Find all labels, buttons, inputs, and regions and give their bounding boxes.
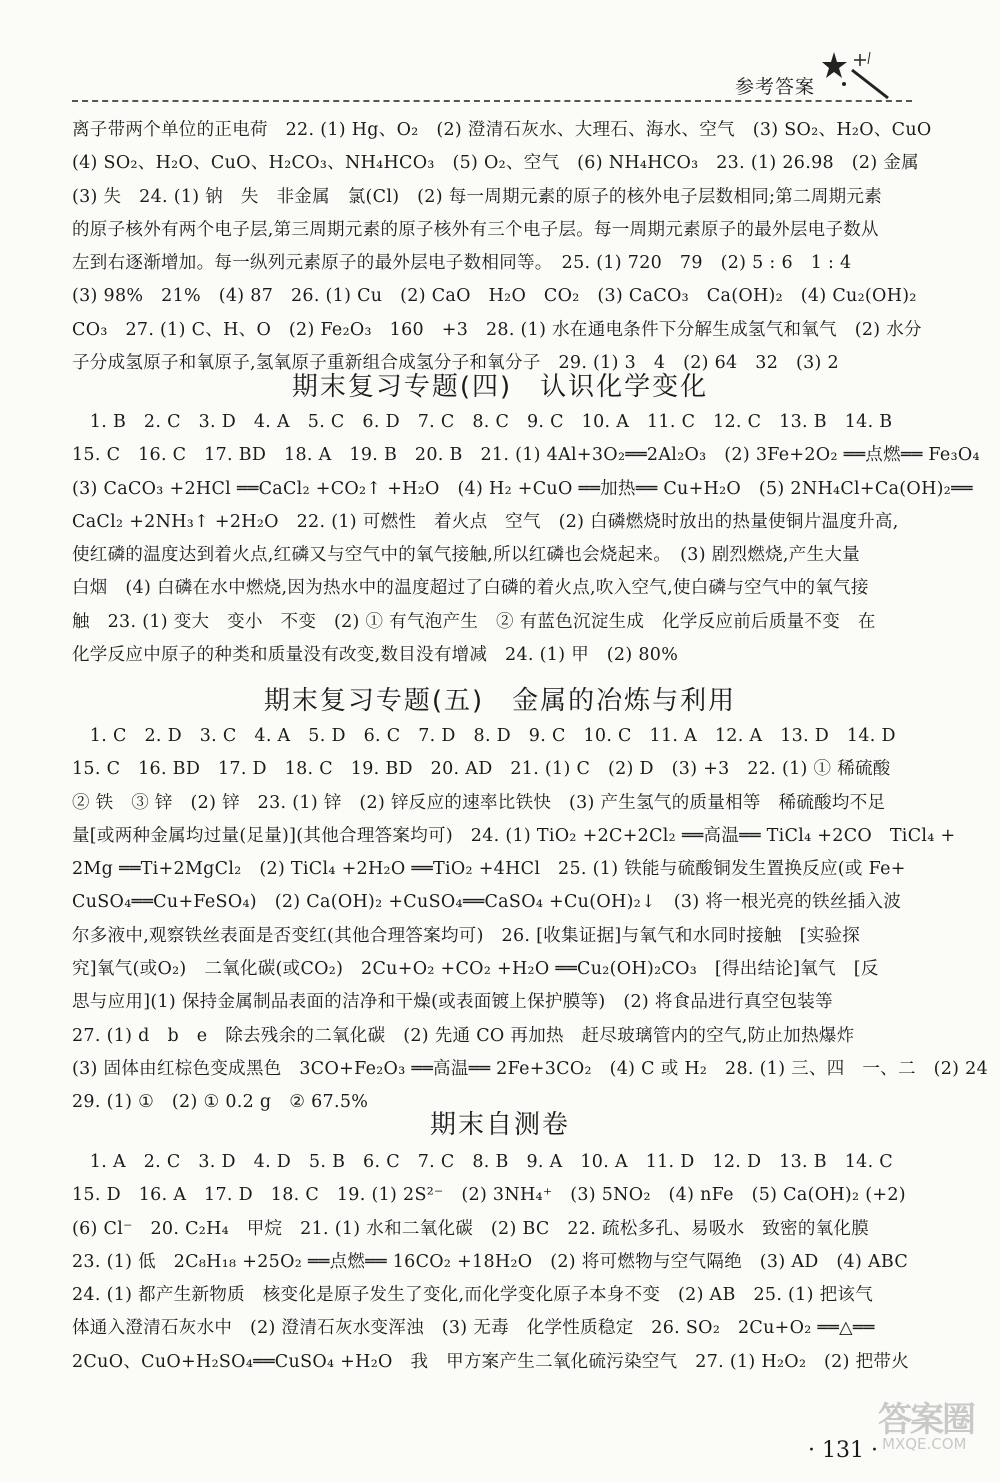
text-line: 究]氧气(或O₂) 二氧化碳(或CO₂) 2Cu+O₂ +CO₂ +H₂O ══Cu₂(OH)₂CO₃ [得出结论]氧气 [反: [72, 959, 879, 980]
text-line: (3) 失 24. (1) 钠 失 非金属 氯(Cl) (2) 每一周期元素的原子的核外电子层数相同;第二周期元素: [72, 186, 883, 207]
text-line: (3) 98% 21% (4) 87 26. (1) Cu (2) CaO H₂O CO₂ (3) CaCO₃ Ca(OH)₂ (4) Cu₂(OH)₂: [72, 286, 917, 307]
text-line: 量[或两种金属均过量(足量)](其他合理答案均可) 24. (1) TiO₂ +2C+2Cl₂ ══高温══ TiCl₄ +2CO TiCl₄ +: [72, 825, 956, 846]
text-line: (3) 固体由红棕色变成黑色 3CO+Fe₂O₃ ══高温══ 2Fe+3CO₂ (4) C 或 H₂ 28. (1) 三、四 一、二 (2) 24: [72, 1058, 989, 1079]
text-line: 15. C 16. BD 17. D 18. C 19. BD 20. AD 21. (1) C (2) D (3) +3 22. (1) ① 稀硫酸: [72, 759, 891, 780]
header-divider: [72, 100, 912, 102]
text-line: 1. B 2. C 3. D 4. A 5. C 6. D 7. C 8. C 9. C 10. A 11. C 12. C 13. B 14. B: [72, 412, 893, 432]
watermark-text: 答案圈: [878, 1400, 974, 1440]
text-line: 离子带两个单位的正电荷 22. (1) Hg、O₂ (2) 澄清石灰水、大理石、海水、空气 (3) SO₂、H₂O、CuO: [72, 120, 932, 140]
text-line: 29. (1) ① (2) ① 0.2 g ② 67.5%: [72, 1092, 369, 1113]
text-line: 1. C 2. D 3. C 4. A 5. D 6. C 7. D 8. D 9. C 10. C 11. A 12. A 13. D 14. D: [72, 726, 896, 746]
text-line: (6) Cl⁻ 20. C₂H₄ 甲烷 21. (1) 水和二氧化碳 (2) BC 22. 疏松多孔、易吸水 致密的氧化膜: [72, 1218, 870, 1239]
page-number: · 131 ·: [808, 1438, 878, 1463]
section-0-body: [72, 114, 932, 380]
section-2-body: [72, 720, 989, 1120]
text-line: 思与应用](1) 保持金属制品表面的洁净和干燥(或表面镀上保护膜等) (2) 将食品进行真空包装等: [72, 992, 833, 1013]
text-line: 的原子核外有两个电子层,第三周期元素的原子核外有三个电子层。每一周期元素原子的最外层电子数从: [72, 219, 879, 240]
text-line: 体通入澄清石灰水中 (2) 澄清石灰水变浑浊 (3) 无毒 化学性质稳定 26. SO₂ 2Cu+O₂ ══△══: [72, 1318, 875, 1339]
text-line: 子分成氢原子和氧原子,氢氧原子重新组合成氢分子和氧分子 29. (1) 3 4 (2) 64 32 (3) 2: [72, 353, 839, 374]
text-line: (4) SO₂、H₂O、CuO、H₂CO₃、NH₄HCO₃ (5) O₂、空气 (6) NH₄HCO₃ 23. (1) 26.98 (2) 金属: [72, 153, 919, 174]
watermark-logo: [878, 1392, 993, 1474]
header-title: 参考答案: [735, 76, 816, 98]
watermark-url: MXQE.COM: [882, 1435, 967, 1453]
text-line: 使红磷的温度达到着火点,红磷又与空气中的氧气接触,所以红磷也会烧起来。 (3) 剧烈燃烧,产生大量: [72, 545, 860, 566]
section-1-body: [72, 406, 980, 672]
text-line: 尔多液中,观察铁丝表面是否变红(其他合理答案均可) 26. [收集证据]与氧气和水同时接触 [实验探: [72, 925, 861, 946]
star-wand-icon: [822, 50, 892, 100]
text-line: 27. (1) d b e 除去残余的二氧化碳 (2) 先通 CO 再加热 赶尽玻璃管内的空气,防止加热爆炸: [72, 1025, 855, 1046]
text-line: 2CuO、CuO+H₂SO₄══CuSO₄ +H₂O 我 甲方案产生二氧化硫污染空气 27. (1) H₂O₂ (2) 把带火: [72, 1351, 910, 1372]
text-line: 白烟 (4) 白磷在水中燃烧,因为热水中的温度超过了白磷的着火点,吹入空气,使白磷与空气中的氧气接: [72, 578, 869, 599]
text-line: CaCl₂ +2NH₃↑ +2H₂O 22. (1) 可燃性 着火点 空气 (2) 白磷燃烧时放出的热量使铜片温度升高,: [72, 511, 899, 532]
text-line: 23. (1) 低 2C₈H₁₈ +25O₂ ══点燃══ 16CO₂ +18H₂O (2) 将可燃物与空气隔绝 (3) AD (4) ABC: [72, 1251, 909, 1272]
text-line: 2Mg ══Ti+2MgCl₂ (2) TiCl₄ +2H₂O ══TiO₂ +4HCl 25. (1) 铁能与硫酸铜发生置换反应(或 Fe+: [72, 859, 906, 880]
text-line: CuSO₄══Cu+FeSO₄) (2) Ca(OH)₂ +CuSO₄══CaSO₄ +Cu(OH)₂↓ (3) 将一根光亮的铁丝插入波: [72, 892, 902, 913]
text-line: 15. D 16. A 17. D 18. C 19. (1) 2S²⁻ (2) 3NH₄⁺ (3) 5NO₂ (4) nFe (5) Ca(OH)₂ (+2): [72, 1185, 906, 1206]
text-line: 1. A 2. C 3. D 4. D 5. B 6. C 7. C 8. B 9. A 10. A 11. D 12. D 13. B 14. C: [72, 1152, 893, 1172]
section-title: 期末自测卷: [429, 1110, 570, 1140]
text-line: ② 铁 ③ 锌 (2) 锌 23. (1) 锌 (2) 锌反应的速率比铁快 (3) 产生氢气的质量相等 稀硫酸均不足: [72, 792, 886, 813]
text-line: 化学反应中原子的种类和质量没有改变,数目没有增减 24. (1) 甲 (2) 80%: [72, 645, 679, 666]
section-title: 期末复习专题(五) 金属的冶炼与利用: [263, 686, 737, 716]
text-line: 触 23. (1) 变大 变小 不变 (2) ① 有气泡产生 ② 有蓝色沉淀生成 化学反应前后质量不变 在: [72, 611, 876, 632]
text-line: CO₃ 27. (1) C、H、O (2) Fe₂O₃ 160 +3 28. (1) 水在通电条件下分解生成氢气和氧气 (2) 水分: [72, 319, 922, 340]
text-line: 左到右逐渐增加。每一纵列元素原子的最外层电子数相同等。 25. (1) 720 79 (2) 5 : 6 1 : 4: [72, 253, 852, 274]
section-3-body: [72, 1146, 928, 1379]
text-line: 15. C 16. C 17. BD 18. A 19. B 20. B 21. (1) 4Al+3O₂══2Al₂O₃ (2) 3Fe+2O₂ ══点燃══ Fe₃O₄: [72, 445, 980, 466]
section-title: 期末复习专题(四) 认识化学变化: [291, 372, 709, 402]
text-line: 24. (1) 都产生新物质 核变化是原子发生了变化,而化学变化原子本身不变 (2) AB 25. (1) 把该气: [72, 1285, 873, 1306]
text-line: (3) CaCO₃ +2HCl ══CaCl₂ +CO₂↑ +H₂O (4) H₂ +CuO ══加热══ Cu+H₂O (5) 2NH₄Cl+Ca(OH)₂══: [72, 478, 973, 499]
